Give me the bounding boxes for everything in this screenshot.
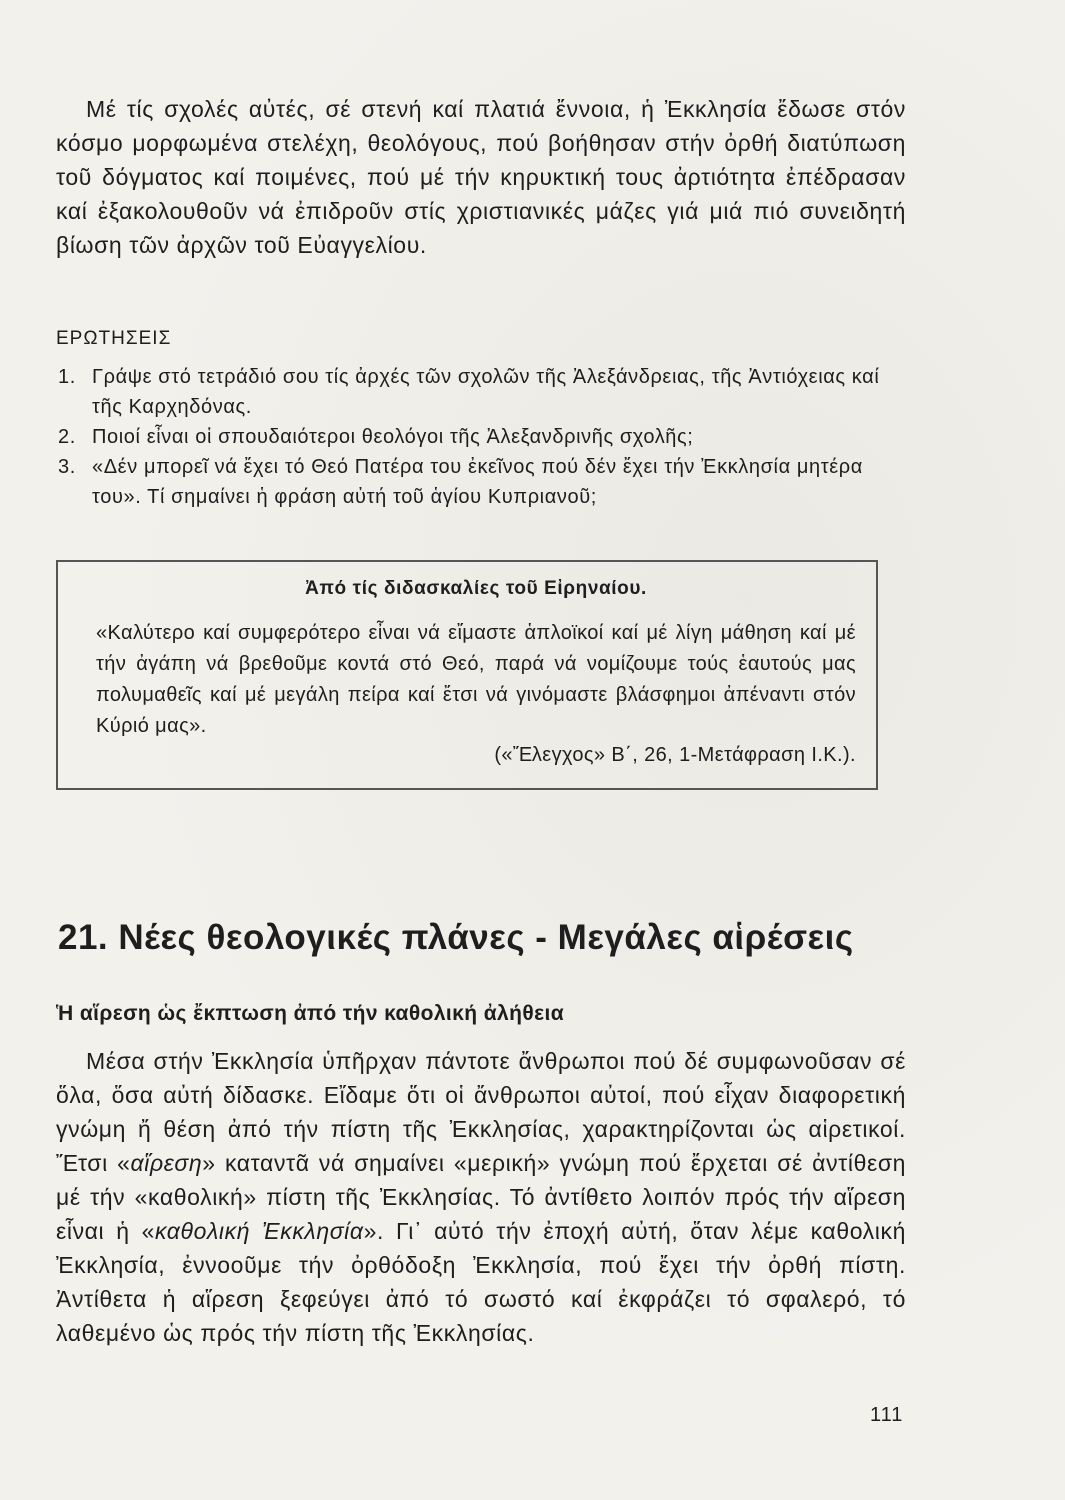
question-number: 3. (58, 456, 76, 478)
question-text: Ποιοί εἶναι οἱ σπουδαιότεροι θεολόγοι τῆς Ἀλεξανδρινῆς σχολῆς; (92, 426, 694, 448)
question-number: 2. (58, 426, 76, 448)
paragraph-text: » καταντᾶ νά σημαίνει «μερική» γνώμη πού ἔρχεται σέ ἀντίθεση μέ τήν «καθολική» πίστη τῆς Ἐκκλησίας. Τό ἀντίθετο λοιπόν πρός τήν αἵρεση εἶναι ἡ « (56, 1150, 907, 1244)
questions-heading: ΕΡΩΤΗΣΕΙΣ (56, 328, 172, 349)
section-paragraph (56, 1044, 906, 1350)
quote-text: «Καλύτερο καί συμφερότερο εἶναι νά εἴμαστε ἁπλοϊκοί καί μέ λίγη μάθηση καί μέ τήν ἀγάπη νά βρεθοῦμε κοντά στό Θεό, παρά νά νομίζουμε τούς ἑαυτούς μας πολυμαθεῖς καί μέ μεγάλη πείρα καί ἔτσι νά γινόμαστε βλάσφημοι ἀπέναντι στόν Κύριό μας». (96, 622, 856, 737)
section-body (56, 1044, 906, 1350)
chapter-title: 21. Νέες θεολογικές πλάνες - Μεγάλες αἱρέσεις (58, 918, 854, 957)
quote-box (56, 560, 878, 790)
intro-section (56, 92, 906, 262)
questions-list (56, 362, 896, 512)
question-number: 1. (58, 366, 76, 388)
emphasis-term: καθολική Ἐκκλησία (154, 1218, 364, 1244)
question-item (56, 362, 896, 422)
question-text: Γράψε στό τετράδιό σου τίς ἀρχές τῶν σχολῶν τῆς Ἀλεξάνδρειας, τῆς Ἀντιόχειας καί τῆς Καρχηδόνας. (92, 366, 880, 418)
quote-title: Ἀπό τίς διδασκαλίες τοῦ Εἰρηναίου. (305, 578, 647, 599)
paragraph-text: ». Γι᾽ αὐτό τήν ἐποχή αὐτή, ὅταν λέμε καθολική Ἐκκλησία, ἐννοοῦμε τήν ὀρθόδοξη Ἐκκλησία, πού ἔχει τήν ὀρθή πίστη. Ἀντίθετα ἡ αἵρεση ξεφεύγει ἀπό τό σωστό καί ἐκφράζει τό σφαλερό, τό λαθεμένο ὡς πρός τήν πίστη τῆς Ἐκκλησίας. (56, 1218, 906, 1346)
page-number: 111 (870, 1404, 904, 1426)
emphasis-term: αἵρεση (130, 1150, 203, 1176)
question-text: «Δέν μπορεῖ νά ἔχει τό Θεό Πατέρα του ἐκεῖνος πού δέν ἔχει τήν Ἐκκλησία μητέρα του». Τί σημαίνει ἡ φράση αὐτή τοῦ ἁγίου Κυπριανοῦ; (92, 456, 863, 508)
question-item (56, 422, 896, 452)
quote-source: («Ἔλεγχος» Β΄, 26, 1-Μετάφραση Ι.Κ.). (494, 744, 856, 766)
paragraph-text: Μέσα στήν Ἐκκλησία ὑπῆρχαν πάντοτε ἄνθρωποι πού δέ συμφωνοῦσαν σέ ὅλα, ὅσα αὐτή δίδασκε. Εἴδαμε ὅτι οἱ ἄνθρωποι αὐτοί, πού εἶχαν διαφορετική γνώμη ἤ θέση ἀπό τήν πίστη τῆς Ἐκκλησίας, χαρακτηρίζονται ὡς αἱρετικοί. Ἔτσι « (56, 1048, 906, 1176)
question-item (56, 452, 896, 512)
intro-paragraph: Μέ τίς σχολές αὐτές, σέ στενή καί πλατιά ἔννοια, ἡ Ἐκκλησία ἔδωσε στόν κόσμο μορφωμένα στελέχη, θεολόγους, πού βοήθησαν στήν ὀρθή διατύπωση τοῦ δόγματος καί ποιμένες, πού μέ τήν κηρυκτική τους ἀρτιότητα ἐπέδρασαν καί ἐξακολουθοῦν νά ἐπιδροῦν στίς χριστιανικές μάζες γιά μιά πιό συνειδητή βίωση τῶν ἀρχῶν τοῦ Εὐαγγελίου. (56, 96, 906, 258)
section-title: Ἡ αἵρεση ὡς ἔκπτωση ἀπό τήν καθολική ἀλήθεια (56, 1002, 565, 1025)
